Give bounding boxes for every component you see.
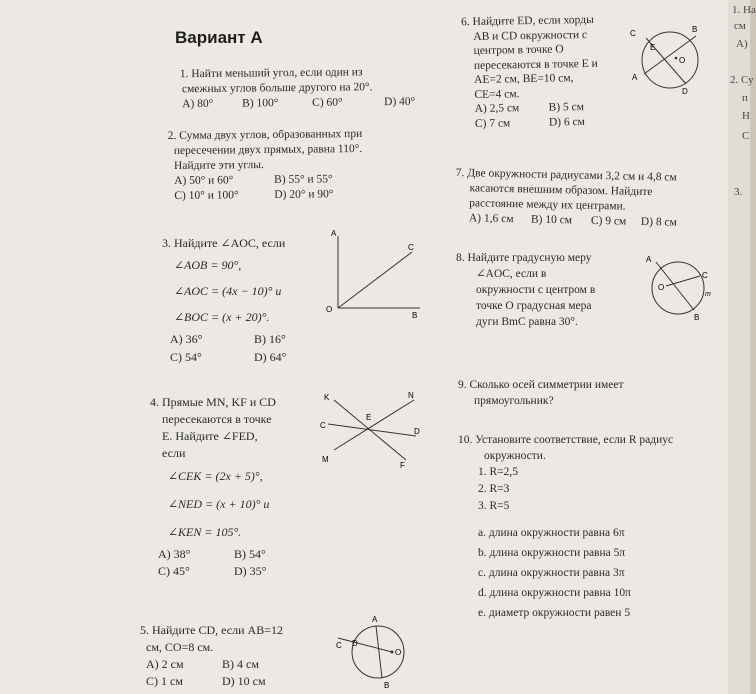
q3-answer: С) 54° <box>170 350 202 364</box>
q3-line: ∠AOB = 90°, <box>174 258 242 272</box>
question-4 <box>150 394 276 580</box>
q4-line: если <box>162 446 186 460</box>
q4-answer: В) 54° <box>234 547 266 561</box>
question-2 <box>168 127 363 204</box>
q4-label-c: C <box>320 421 326 430</box>
q5-label-o: O <box>395 648 402 657</box>
next-page-text: 2. Су <box>730 74 754 86</box>
q4-answer: D) 35° <box>234 564 267 578</box>
q4-lines-diagram <box>314 388 426 470</box>
q10-option: c. длина окружности равна 3π <box>478 567 625 579</box>
q2-answer: В) 55° и 55° <box>274 173 333 186</box>
q8-line: окружности с центром в <box>476 284 596 296</box>
q8-label-b: B <box>694 313 700 322</box>
q5-label-d: D <box>352 639 358 648</box>
q7-answer: С) 9 см <box>590 214 627 228</box>
q6-line: CE=4 см. <box>474 87 520 101</box>
q1-line: смежных углов больше другого на 20°. <box>181 81 373 96</box>
q6-answer: А) 2,5 см <box>474 102 520 115</box>
q6-answer: D) 6 см <box>548 115 586 129</box>
q7-answer: D) 8 см <box>640 215 678 229</box>
q10-line: 10. Установите соответствие, если R радиус <box>458 434 674 446</box>
adjacent-page-fragment <box>728 0 756 694</box>
q7-line: расстояние между их центрами. <box>469 197 626 213</box>
q6-label-b: B <box>692 25 698 34</box>
q5-label-c: C <box>336 641 342 650</box>
q8-label-a: A <box>646 255 652 264</box>
q2-line: пересечении двух прямых, равна 110°. <box>173 142 363 157</box>
q3-answer: В) 16° <box>254 332 286 346</box>
question-3 <box>162 234 286 366</box>
next-page-text: 1. На <box>732 4 756 16</box>
q6-label-a: A <box>632 73 638 82</box>
q3-label-o: O <box>326 305 333 314</box>
q10-option: d. длина окружности равна 10π <box>478 587 631 599</box>
question-1 <box>180 65 416 112</box>
q1-answer: В) 100° <box>242 97 279 110</box>
q3-line: 3. Найдите ∠AOC, если <box>162 236 286 250</box>
q8-line: 8. Найдите градусную меру <box>456 252 592 264</box>
q4-label-e: E <box>366 413 372 422</box>
question-10 <box>458 432 673 623</box>
q6-answer: С) 7 см <box>474 116 511 130</box>
q3-label-c: C <box>408 243 414 252</box>
q1-answer: С) 60° <box>312 96 343 109</box>
q3-label-a: A <box>331 229 337 238</box>
q3-line: ∠BOC = (x + 20)°. <box>174 310 270 324</box>
q10-option: a. длина окружности равна 6π <box>478 527 625 539</box>
q2-line: 2. Сумма двух углов, образованных при <box>167 127 363 143</box>
q8-circle-diagram <box>638 252 718 324</box>
q2-answer: С) 10° и 100° <box>174 189 239 202</box>
q1-answer: А) 80° <box>182 97 214 111</box>
q1-line: 1. Найти меньший угол, если один из <box>179 66 363 81</box>
q9-line: прямоугольник? <box>474 395 554 407</box>
q6-line: AE=2 см, BE=10 см, <box>474 72 574 86</box>
q6-line: 6. Найдите ED, если хорды <box>461 13 594 29</box>
q8-label-m: m <box>705 291 711 298</box>
q7-answer: А) 1,6 см <box>468 212 514 226</box>
q3-label-b: B <box>412 311 418 320</box>
q4-label-f: F <box>400 461 405 470</box>
q5-answer: А) 2 см <box>146 657 184 671</box>
q10-line: окружности. <box>484 450 546 462</box>
q6-label-d: D <box>682 87 688 96</box>
q4-line: ∠CEK = (2x + 5)°, <box>168 469 263 483</box>
q6-answer: В) 5 см <box>548 101 585 114</box>
q2-line: Найдите эти углы. <box>173 159 264 172</box>
q8-line: дуги BmC равна 30°. <box>476 316 578 328</box>
q10-item: 2. R=3 <box>478 483 510 495</box>
question-5 <box>140 622 283 690</box>
q6-label-e: E <box>650 43 656 52</box>
q4-label-n: N <box>408 391 414 400</box>
q8-line: ∠AOC, если в <box>476 268 547 280</box>
next-page-text: С <box>742 130 750 142</box>
q6-line: центром в точке O <box>473 43 564 57</box>
q7-line: касаются внешним образом. Найдите <box>469 182 653 199</box>
next-page-text: Н <box>742 110 750 122</box>
q4-label-m: M <box>322 455 329 464</box>
question-7 <box>455 166 678 231</box>
q8-label-o: O <box>658 283 665 292</box>
q10-option: e. диаметр окружности равен 5 <box>478 607 631 619</box>
q2-answer: D) 20° и 90° <box>274 188 334 201</box>
q5-circle-diagram <box>326 612 416 692</box>
q1-answer: D) 40° <box>384 95 416 109</box>
q4-line: ∠NED = (x + 10)° и <box>168 497 270 511</box>
q6-line: пересекаются в точке E и <box>473 57 598 72</box>
q3-answer: D) 64° <box>254 350 287 364</box>
q4-label-k: K <box>324 393 330 402</box>
q6-label-c: C <box>630 29 636 38</box>
q5-answer: D) 10 см <box>222 674 266 688</box>
q4-line: пересекаются в точке <box>162 412 272 426</box>
q4-answer: С) 45° <box>158 564 190 578</box>
q5-line: 5. Найдите CD, если AB=12 <box>140 623 283 637</box>
q3-angle-diagram <box>320 226 430 322</box>
question-6 <box>461 13 599 131</box>
q2-answer: А) 50° и 60° <box>174 174 234 187</box>
q4-line: E. Найдите ∠FED, <box>162 429 258 443</box>
q10-option: b. длина окружности равна 5π <box>478 547 626 559</box>
question-9 <box>458 377 623 409</box>
q5-line: см, CO=8 см. <box>146 640 214 654</box>
q4-line: 4. Прямые MN, KF и CD <box>150 395 276 409</box>
question-8 <box>456 250 595 330</box>
next-page-text: п <box>742 92 748 104</box>
q5-answer: В) 4 см <box>222 657 259 671</box>
q9-line: 9. Сколько осей симметрии имеет <box>458 379 624 391</box>
q10-item: 3. R=5 <box>478 500 510 512</box>
variant-title: Вариант А <box>175 28 263 47</box>
q10-item: 1. R=2,5 <box>478 466 519 478</box>
q7-answer: В) 10 см <box>530 213 573 227</box>
q7-line: 7. Две окружности радиусами 3,2 см и 4,8 см <box>455 166 677 184</box>
q4-line: ∠KEN = 105°. <box>168 525 242 539</box>
q4-label-d: D <box>414 427 420 436</box>
q4-answer: А) 38° <box>158 547 191 561</box>
next-page-text: см <box>734 20 746 32</box>
q5-label-a: A <box>372 615 378 624</box>
q8-label-c: C <box>702 271 708 280</box>
q3-line: ∠AOC = (4x − 10)° и <box>174 284 282 298</box>
q5-answer: С) 1 см <box>146 674 183 688</box>
q8-line: точке O градусная мера <box>476 300 592 312</box>
q3-answer: А) 36° <box>170 332 203 346</box>
q6-line: AB и CD окружности с <box>473 28 588 43</box>
q6-label-o: O <box>679 56 686 65</box>
q6-circle-diagram <box>624 20 714 96</box>
q5-label-b: B <box>384 681 390 690</box>
next-page-text: 3. <box>734 186 743 198</box>
next-page-text: А) <box>736 38 748 50</box>
